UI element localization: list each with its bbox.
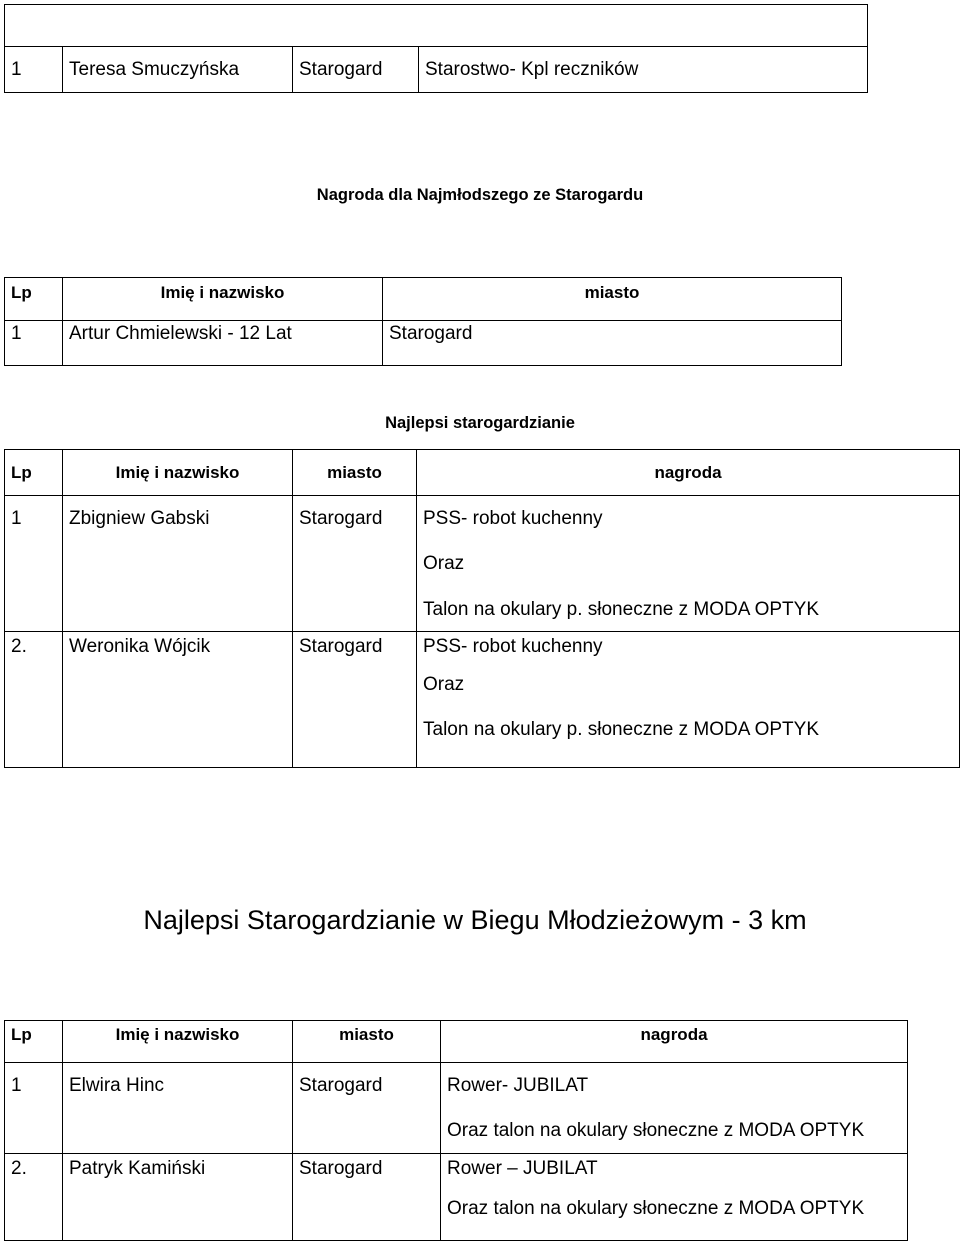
name-cell: Teresa Smuczyńska [63,47,293,93]
lp-cell: 1 [5,496,63,632]
city-cell: Starogard [293,1154,441,1241]
header-city: miasto [293,1021,441,1063]
header-prize: nagroda [441,1021,908,1063]
section-title-youth-run: Najlepsi Starogardzianie w Biegu Młodzieżowym - 3 km [143,905,807,935]
city-cell: Starogard [293,496,417,632]
city-cell: Starogard [293,47,419,93]
table-best [4,449,960,768]
header-lp: Lp [5,450,63,496]
city-cell: Starogard [293,1063,441,1154]
name-cell: Artur Chmielewski - 12 Lat [63,321,383,366]
name-cell: Weronika Wójcik [63,632,293,768]
prize-cell: PSS- robot kuchenny Oraz Talon na okulary p. słoneczne z MODA OPTYK [417,632,960,768]
header-name: Imię i nazwisko [63,450,293,496]
city-cell: Starogard [383,321,842,366]
prize-cell: Rower- JUBILAT Oraz talon na okulary słoneczne z MODA OPTYK [441,1063,908,1154]
table-row [5,1154,908,1241]
name-cell: Zbigniew Gabski [63,496,293,632]
table-row [5,321,842,366]
table-row [5,632,960,768]
header-name: Imię i nazwisko [63,1021,293,1063]
prize-cell: Rower – JUBILAT Oraz talon na okulary słoneczne z MODA OPTYK [441,1154,908,1241]
table-row [5,496,960,632]
table-youth-run [4,1020,908,1241]
header-city: miasto [293,450,417,496]
header-lp: Lp [5,1021,63,1063]
table-row [5,1063,908,1154]
table-prizes-top [4,4,868,93]
table-header-row [5,1021,908,1063]
header-name: Imię i nazwisko [63,278,383,321]
name-cell: Elwira Hinc [63,1063,293,1154]
header-prize: nagroda [417,450,960,496]
prize-cell: PSS- robot kuchenny Oraz Talon na okulary p. słoneczne z MODA OPTYK [417,496,960,632]
name-cell: Patryk Kamiński [63,1154,293,1241]
city-cell: Starogard [293,632,417,768]
table-header-row [5,278,842,321]
header-lp: Lp [5,278,63,321]
section-title-youngest: Nagroda dla Najmłodszego ze Starogardu [316,186,644,204]
lp-cell: 2. [5,632,63,768]
table-header-row [5,450,960,496]
table-youngest [4,277,842,366]
table-row [5,47,868,93]
lp-cell: 2. [5,1154,63,1241]
lp-cell: 1 [5,321,63,366]
empty-header-row [5,5,868,47]
header-city: miasto [383,278,842,321]
lp-cell: 1 [5,1063,63,1154]
section-title-best: Najlepsi starogardzianie [385,414,575,432]
lp-cell: 1 [5,47,63,93]
prize-cell: Starostwo- Kpl reczników [419,47,868,93]
